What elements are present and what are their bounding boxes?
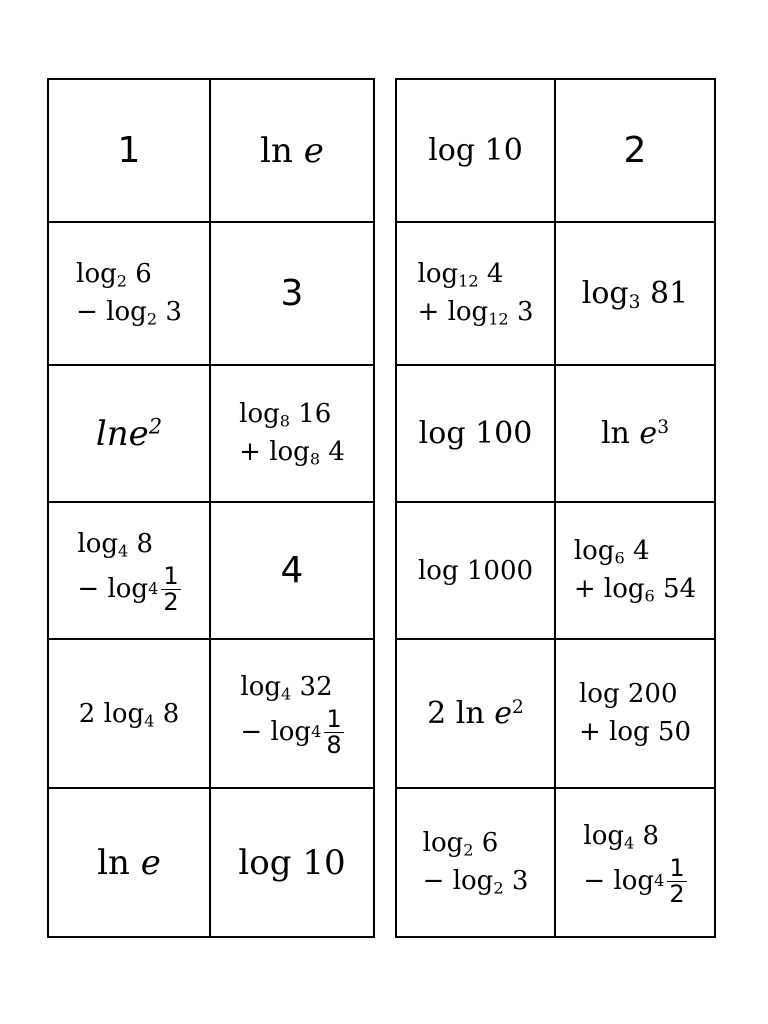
card: [396, 365, 555, 502]
card: [555, 788, 715, 937]
card: [210, 502, 374, 639]
card: [396, 788, 555, 937]
card-grid-right: [395, 78, 716, 938]
card-text: 2: [623, 130, 647, 171]
card-expression: lne$^2$: [95, 412, 163, 454]
card-expression: 2 $\ln e^2$: [427, 696, 524, 731]
card-expression: $\log_2 6$ − $\log_2 3$: [422, 827, 529, 897]
card: [396, 79, 555, 222]
card-expression: $\log_6 4$ + $\log_6 54$: [573, 535, 697, 605]
card-expression: $\log_4 8$ − log 4 $\frac{1}{2}$: [583, 820, 685, 908]
card: [210, 79, 374, 222]
card: [210, 365, 374, 502]
card-text: 3: [280, 273, 304, 314]
card-expression: log 10: [238, 842, 346, 883]
card: [210, 639, 374, 788]
card-expression: $\log_2 6$ − $\log_2 3$: [76, 258, 182, 328]
card: [555, 79, 715, 222]
fraction: $\frac{1}{2}$: [163, 561, 179, 616]
card: [48, 639, 210, 788]
card-expression: log 200 + log 50: [578, 678, 692, 747]
card: [396, 639, 555, 788]
card-expression: ln e: [260, 130, 324, 171]
card-expression: 2 $\log_4 8$: [78, 698, 180, 730]
card: [48, 79, 210, 222]
card: [48, 788, 210, 937]
card: [555, 639, 715, 788]
card: [48, 365, 210, 502]
card: [210, 222, 374, 365]
card: [396, 222, 555, 365]
card: [555, 365, 715, 502]
card: [210, 788, 374, 937]
card-text: 1: [117, 130, 141, 171]
card-expression: log 1000: [417, 555, 534, 586]
card: [48, 222, 210, 365]
card-expression: ln e: [97, 842, 161, 883]
card: [555, 502, 715, 639]
card-expression: $\log_4 32$ − log 4 $\frac{1}{8}$: [240, 671, 342, 759]
fraction: $\frac{1}{2}$: [669, 853, 685, 908]
card-expression: $\log_4 8$ − log 4 $\frac{1}{2}$: [77, 528, 179, 616]
card-expression: log 100: [418, 416, 533, 451]
card-expression: log 10: [428, 133, 523, 168]
card-text: 4: [280, 550, 304, 591]
card-expression: $\ln e^3$: [600, 416, 670, 451]
card: [396, 502, 555, 639]
card-expression: $\log_8 16$ + $\log_8 4$: [239, 398, 345, 468]
card: [555, 222, 715, 365]
card: [48, 502, 210, 639]
card-expression: $\log_{12} 4$ + $\log_{12} 3$: [417, 258, 534, 328]
card-grid-left: [47, 78, 375, 938]
card-expression: $\log_3 81$: [581, 276, 689, 314]
fraction: $\frac{1}{8}$: [326, 704, 342, 759]
